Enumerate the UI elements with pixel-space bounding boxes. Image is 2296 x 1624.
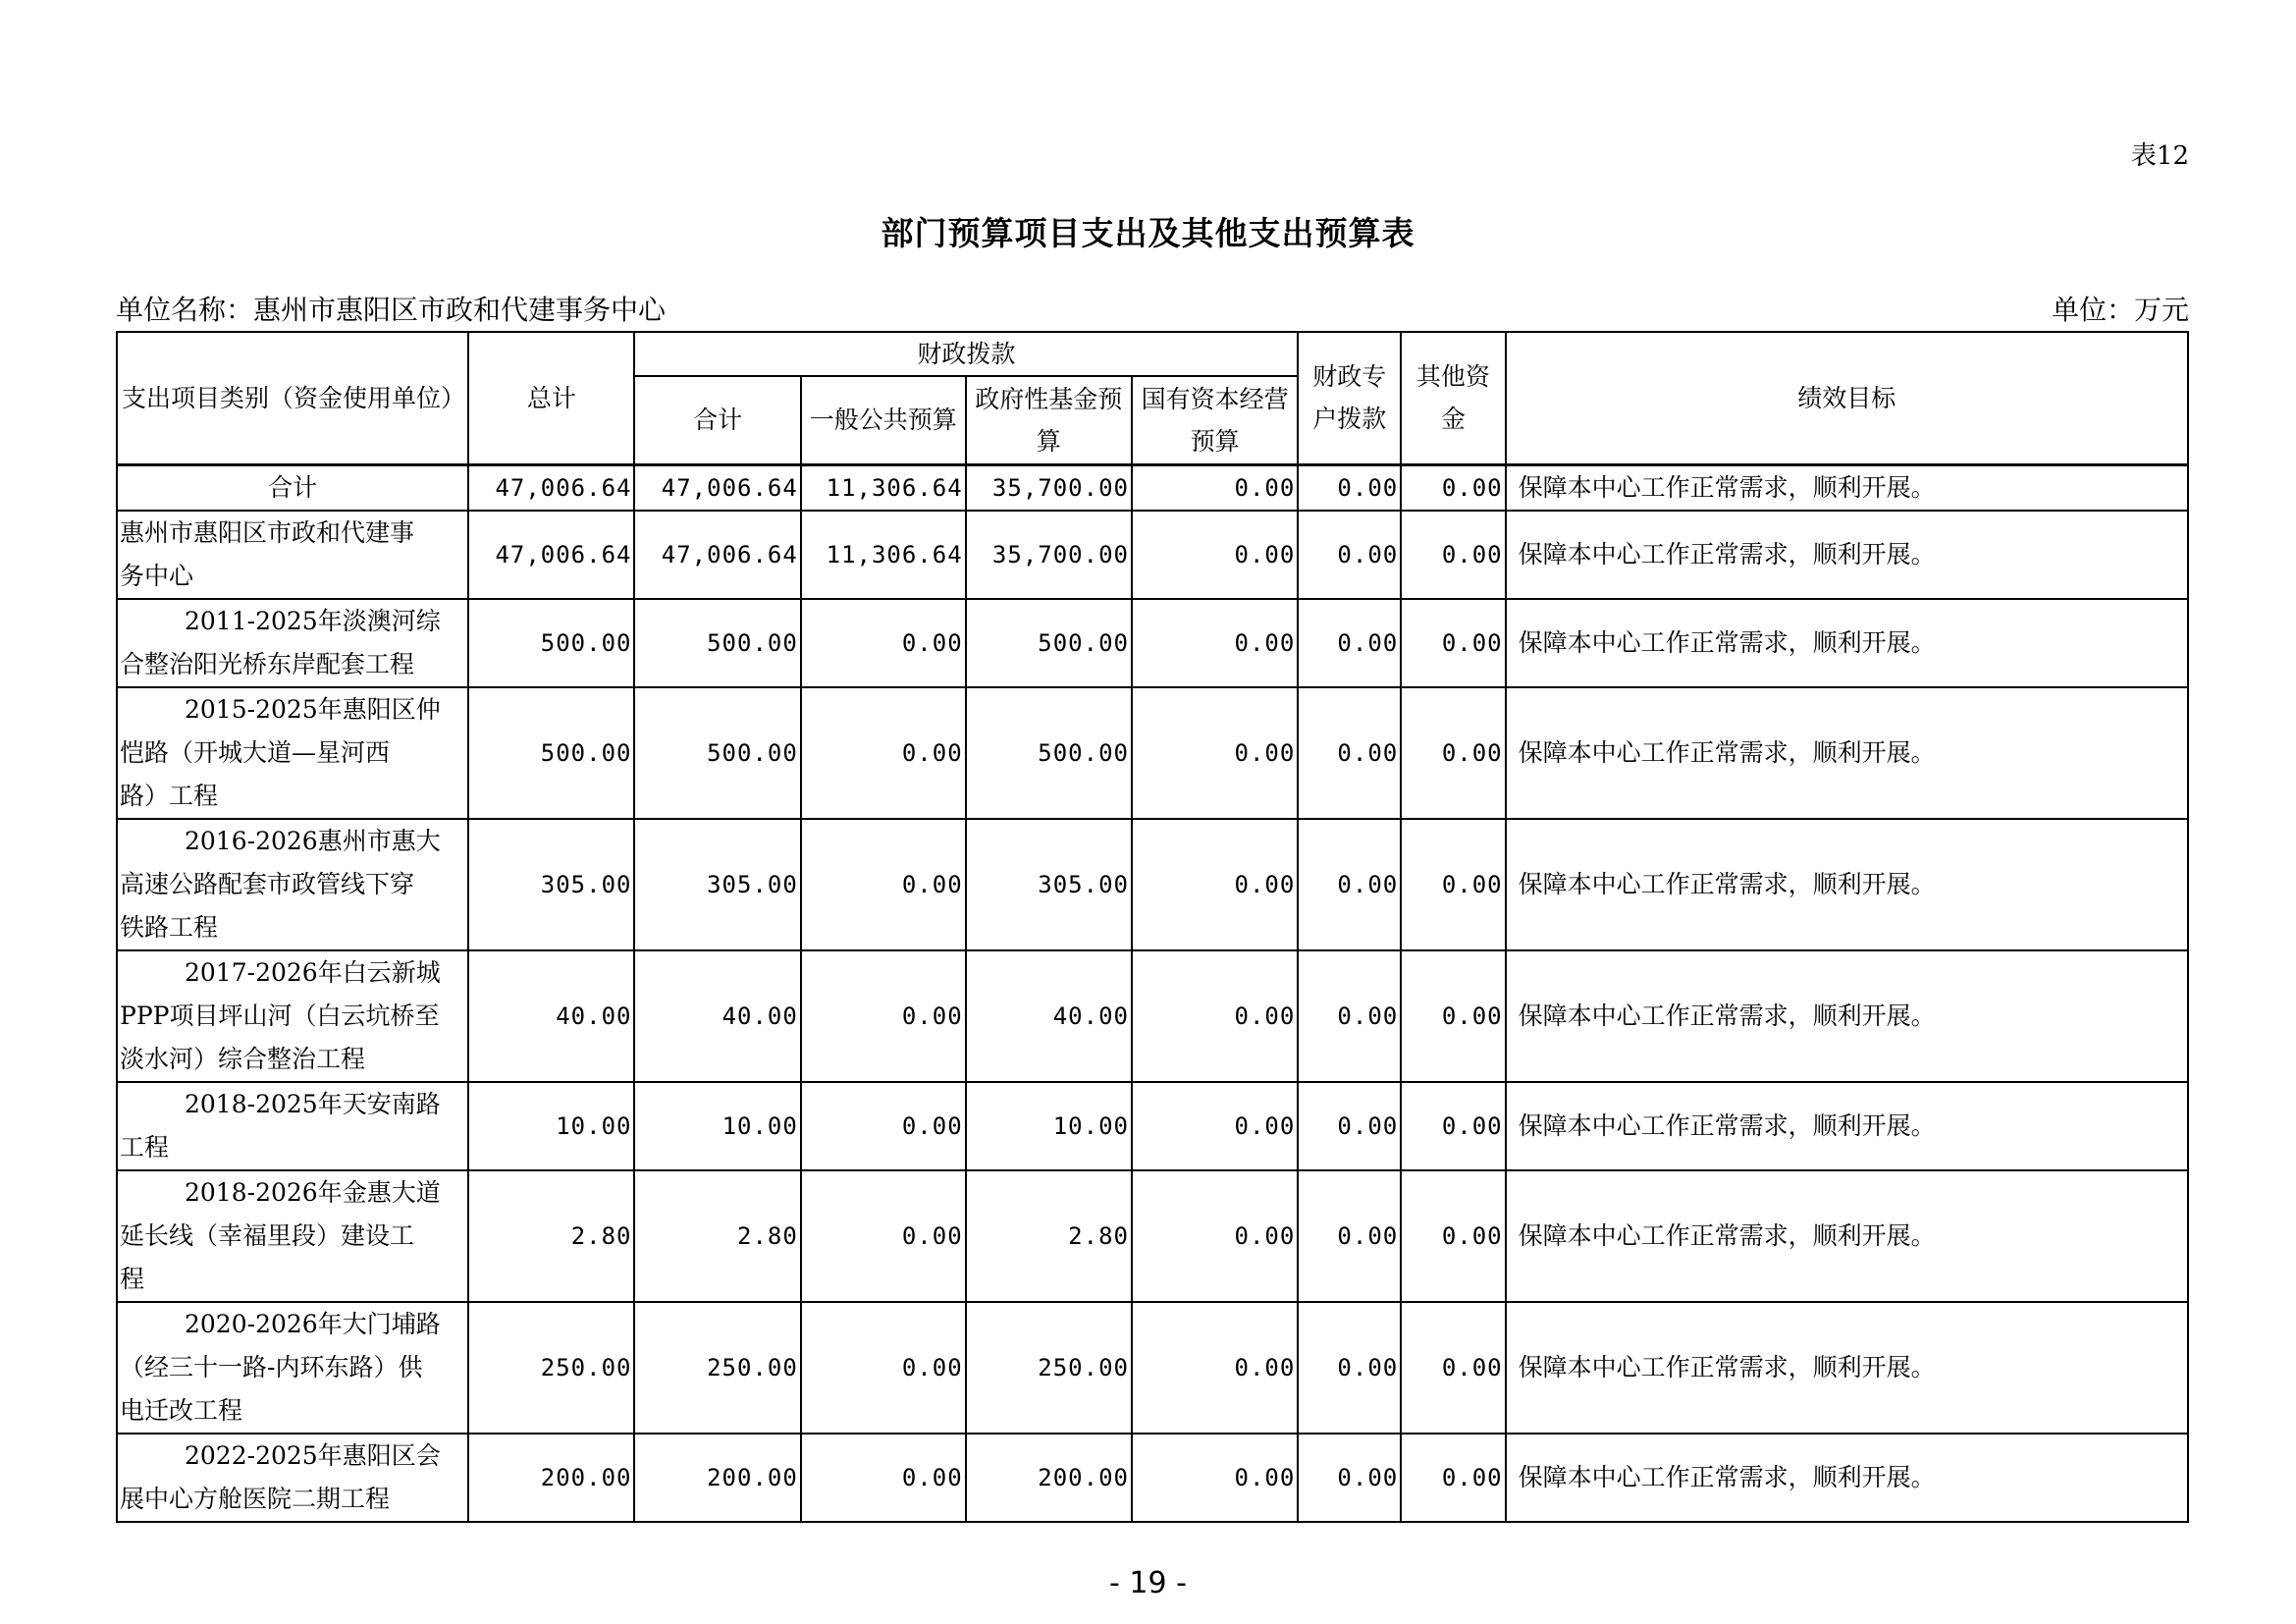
cell-other: 0.00	[1401, 687, 1505, 819]
project-name-line: 2016-2026惠州市惠大	[185, 826, 441, 855]
project-name-line: 工程	[120, 1132, 170, 1162]
cell-project-name	[117, 950, 468, 1082]
cell-state-capital: 0.00	[1132, 464, 1298, 511]
cell-performance-goal: 保障本中心工作正常需求，顺利开展。	[1506, 1302, 2188, 1434]
project-name-line: 程	[120, 1264, 145, 1293]
table-row	[117, 599, 2188, 687]
project-name-line: 延长线（幸福里段）建设工	[120, 1220, 415, 1250]
header-goal: 绩效目标	[1506, 332, 2188, 464]
project-name-line: 路）工程	[120, 781, 219, 810]
cell-subtotal: 47,006.64	[634, 464, 800, 511]
cell-total: 10.00	[468, 1082, 634, 1170]
table-row	[117, 1082, 2188, 1170]
cell-fund: 305.00	[966, 819, 1132, 950]
cell-special-account: 0.00	[1298, 950, 1401, 1082]
cell-general: 0.00	[801, 1434, 966, 1522]
cell-other: 0.00	[1401, 1170, 1505, 1302]
header-other: 其他资金	[1401, 332, 1505, 464]
cell-performance-goal: 保障本中心工作正常需求，顺利开展。	[1506, 599, 2188, 687]
cell-state-capital: 0.00	[1132, 1302, 1298, 1434]
cell-special-account: 0.00	[1298, 1170, 1401, 1302]
cell-fund: 500.00	[966, 687, 1132, 819]
cell-fund: 200.00	[966, 1434, 1132, 1522]
cell-performance-goal: 保障本中心工作正常需求，顺利开展。	[1506, 1170, 2188, 1302]
cell-total: 47,006.64	[468, 511, 634, 599]
cell-project-name	[117, 1434, 468, 1522]
cell-total: 500.00	[468, 599, 634, 687]
cell-general: 11,306.64	[801, 511, 966, 599]
table-row	[117, 687, 2188, 819]
cell-special-account: 0.00	[1298, 464, 1401, 511]
cell-state-capital: 0.00	[1132, 511, 1298, 599]
cell-project-name	[117, 687, 468, 819]
unit-name: 单位名称：惠州市惠阳区市政和代建事务中心	[116, 294, 667, 326]
cell-subtotal: 500.00	[634, 599, 800, 687]
header-subtotal: 合计	[634, 376, 800, 464]
cell-state-capital: 0.00	[1132, 1434, 1298, 1522]
project-name-line: 2017-2026年白云新城	[185, 957, 441, 987]
cell-other: 0.00	[1401, 511, 1505, 599]
cell-project-name	[117, 511, 468, 599]
cell-state-capital: 0.00	[1132, 819, 1298, 950]
cell-fund: 35,700.00	[966, 511, 1132, 599]
cell-general: 11,306.64	[801, 464, 966, 511]
cell-fund: 2.80	[966, 1170, 1132, 1302]
cell-fund: 250.00	[966, 1302, 1132, 1434]
header-special-account: 财政专户拨款	[1298, 332, 1401, 464]
cell-project-name: 合计	[117, 464, 468, 511]
project-name-line: 恺路（开城大道—星河西	[120, 737, 391, 767]
cell-special-account: 0.00	[1298, 599, 1401, 687]
project-name-line: 铁路工程	[120, 912, 219, 942]
cell-fund: 500.00	[966, 599, 1132, 687]
cell-subtotal: 47,006.64	[634, 511, 800, 599]
cell-project-name	[117, 819, 468, 950]
project-name-line: 淡水河）综合整治工程	[120, 1044, 366, 1073]
cell-subtotal: 200.00	[634, 1434, 800, 1522]
cell-general: 0.00	[801, 950, 966, 1082]
cell-general: 0.00	[801, 1302, 966, 1434]
cell-total: 250.00	[468, 1302, 634, 1434]
table-row	[117, 1170, 2188, 1302]
project-name-line: 2015-2025年惠阳区仲	[185, 694, 441, 724]
unit-label: 单位：万元	[2051, 294, 2189, 326]
cell-performance-goal: 保障本中心工作正常需求，顺利开展。	[1506, 511, 2188, 599]
cell-general: 0.00	[801, 687, 966, 819]
cell-general: 0.00	[801, 1170, 966, 1302]
cell-project-name	[117, 1082, 468, 1170]
cell-performance-goal: 保障本中心工作正常需求，顺利开展。	[1506, 1434, 2188, 1522]
table-row	[117, 950, 2188, 1082]
table-row	[117, 511, 2188, 599]
project-name-line: 务中心	[120, 561, 194, 590]
cell-other: 0.00	[1401, 1302, 1505, 1434]
header-fiscal: 财政拨款	[634, 332, 1298, 376]
header-category: 支出项目类别（资金使用单位）	[117, 332, 468, 464]
project-name-line: （经三十一路-内环东路）供	[120, 1352, 423, 1381]
cell-project-name	[117, 1302, 468, 1434]
project-name-line: PPP项目坪山河（白云坑桥至	[120, 1001, 440, 1030]
table-body	[117, 464, 2188, 1522]
cell-special-account: 0.00	[1298, 687, 1401, 819]
project-name-line: 惠州市惠阳区市政和代建事	[120, 517, 415, 547]
project-name-line: 高速公路配套市政管线下穿	[120, 869, 415, 898]
cell-special-account: 0.00	[1298, 819, 1401, 950]
cell-total: 2.80	[468, 1170, 634, 1302]
cell-other: 0.00	[1401, 950, 1505, 1082]
cell-fund: 40.00	[966, 950, 1132, 1082]
project-name-line: 2011-2025年淡澳河综	[185, 606, 441, 635]
page-number: - 19 -	[1109, 1566, 1187, 1600]
cell-special-account: 0.00	[1298, 1082, 1401, 1170]
cell-state-capital: 0.00	[1132, 950, 1298, 1082]
cell-state-capital: 0.00	[1132, 687, 1298, 819]
table-row	[117, 1434, 2188, 1522]
cell-general: 0.00	[801, 599, 966, 687]
cell-total: 500.00	[468, 687, 634, 819]
cell-performance-goal: 保障本中心工作正常需求，顺利开展。	[1506, 1082, 2188, 1170]
cell-state-capital: 0.00	[1132, 1170, 1298, 1302]
table-row	[117, 819, 2188, 950]
cell-special-account: 0.00	[1298, 1434, 1401, 1522]
header-general: 一般公共预算	[801, 376, 966, 464]
cell-subtotal: 305.00	[634, 819, 800, 950]
project-name-line: 2022-2025年惠阳区会	[185, 1440, 441, 1470]
cell-subtotal: 250.00	[634, 1302, 800, 1434]
cell-general: 0.00	[801, 1082, 966, 1170]
cell-special-account: 0.00	[1298, 511, 1401, 599]
header-state-capital: 国有资本经营预算	[1132, 376, 1298, 464]
cell-state-capital: 0.00	[1132, 1082, 1298, 1170]
cell-performance-goal: 保障本中心工作正常需求，顺利开展。	[1506, 819, 2188, 950]
cell-fund: 35,700.00	[966, 464, 1132, 511]
cell-special-account: 0.00	[1298, 1302, 1401, 1434]
project-name-line: 电迁改工程	[120, 1395, 243, 1425]
cell-other: 0.00	[1401, 819, 1505, 950]
project-name-line: 2018-2026年金惠大道	[185, 1177, 441, 1207]
cell-state-capital: 0.00	[1132, 599, 1298, 687]
cell-performance-goal: 保障本中心工作正常需求，顺利开展。	[1506, 687, 2188, 819]
header-total: 总计	[468, 332, 634, 464]
cell-total: 40.00	[468, 950, 634, 1082]
cell-total: 47,006.64	[468, 464, 634, 511]
cell-subtotal: 40.00	[634, 950, 800, 1082]
budget-table	[116, 331, 2189, 1523]
cell-performance-goal: 保障本中心工作正常需求，顺利开展。	[1506, 950, 2188, 1082]
cell-general: 0.00	[801, 819, 966, 950]
project-name-line: 2018-2025年天安南路	[185, 1089, 441, 1118]
cell-project-name	[117, 599, 468, 687]
page-title: 部门预算项目支出及其他支出预算表	[881, 214, 1415, 252]
cell-total: 200.00	[468, 1434, 634, 1522]
cell-other: 0.00	[1401, 1434, 1505, 1522]
cell-total: 305.00	[468, 819, 634, 950]
cell-other: 0.00	[1401, 599, 1505, 687]
table-number: 表12	[2130, 141, 2189, 171]
cell-fund: 10.00	[966, 1082, 1132, 1170]
cell-subtotal: 2.80	[634, 1170, 800, 1302]
cell-performance-goal: 保障本中心工作正常需求，顺利开展。	[1506, 464, 2188, 511]
project-name-line: 合整治阳光桥东岸配套工程	[120, 649, 415, 678]
table-row	[117, 1302, 2188, 1434]
header-fund: 政府性基金预算	[966, 376, 1132, 464]
cell-other: 0.00	[1401, 1082, 1505, 1170]
cell-project-name	[117, 1170, 468, 1302]
cell-subtotal: 10.00	[634, 1082, 800, 1170]
table-row	[117, 464, 2188, 511]
cell-other: 0.00	[1401, 464, 1505, 511]
project-name-line: 2020-2026年大门埔路	[185, 1309, 441, 1338]
cell-subtotal: 500.00	[634, 687, 800, 819]
project-name-line: 展中心方舱医院二期工程	[120, 1484, 391, 1513]
